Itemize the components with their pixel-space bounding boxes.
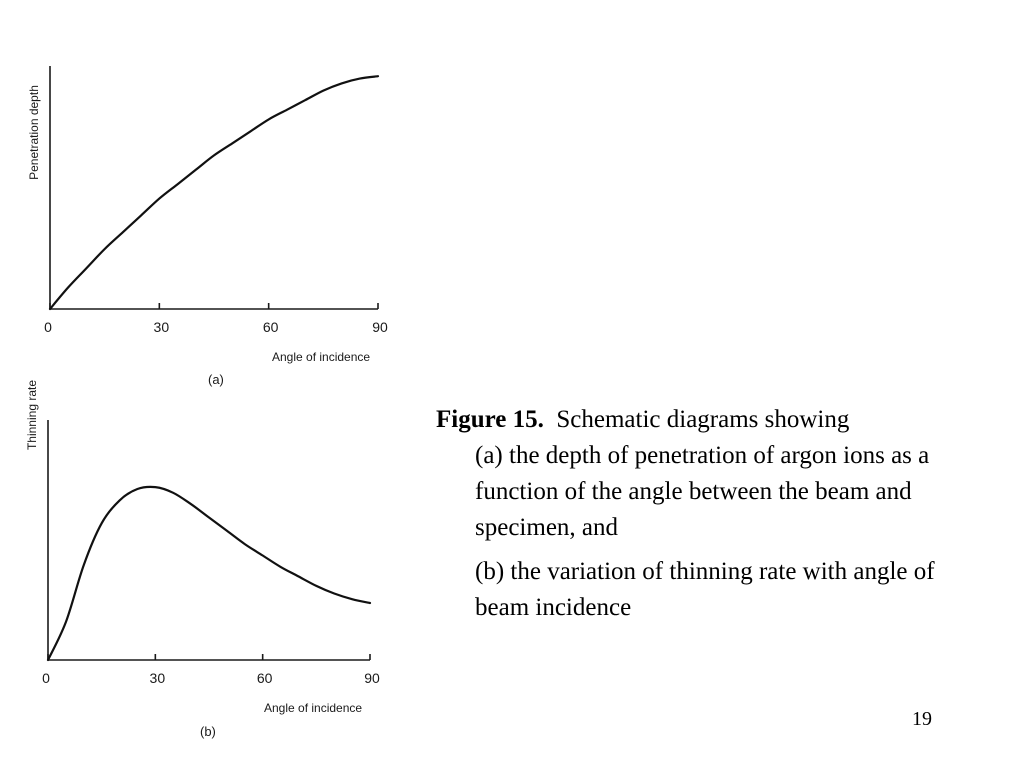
x-axis-label-b: Angle of incidence [264,701,363,715]
caption-part-b: (b) the variation of thinning rate with angle of beam incidence [475,558,935,621]
x-tick-label-b-2: 60 [256,670,273,686]
y-axis-label-b: Thinning rate [25,379,39,451]
x-tick-label-b-1: 30 [149,670,166,686]
panel-label-b: (b) [200,724,216,739]
series-line-a-0 [50,76,378,309]
x-tick-label-a-2: 60 [262,319,279,335]
x-tick-label-a-0: 0 [44,319,52,335]
caption-intro: Schematic diagrams showing [556,406,850,433]
panel-label-a: (a) [208,372,224,387]
x-axis-label-a: Angle of incidence [272,350,371,364]
caption-part-a: (a) the depth of penetration of argon ions as a function of the angle between the beam and specimen, and [475,442,930,541]
caption-heading [436,402,996,438]
series-line-b-0 [48,487,370,660]
y-axis-label-a: Penetration depth [27,85,41,180]
figure-caption [436,402,996,626]
x-tick-label-a-3: 90 [372,319,388,335]
figure-label: Figure 15. [436,406,544,433]
x-tick-label-a-1: 30 [153,319,170,335]
page-number: 19 [912,708,932,730]
x-tick-label-b-3: 90 [364,670,380,686]
x-tick-label-b-0: 0 [42,670,50,686]
